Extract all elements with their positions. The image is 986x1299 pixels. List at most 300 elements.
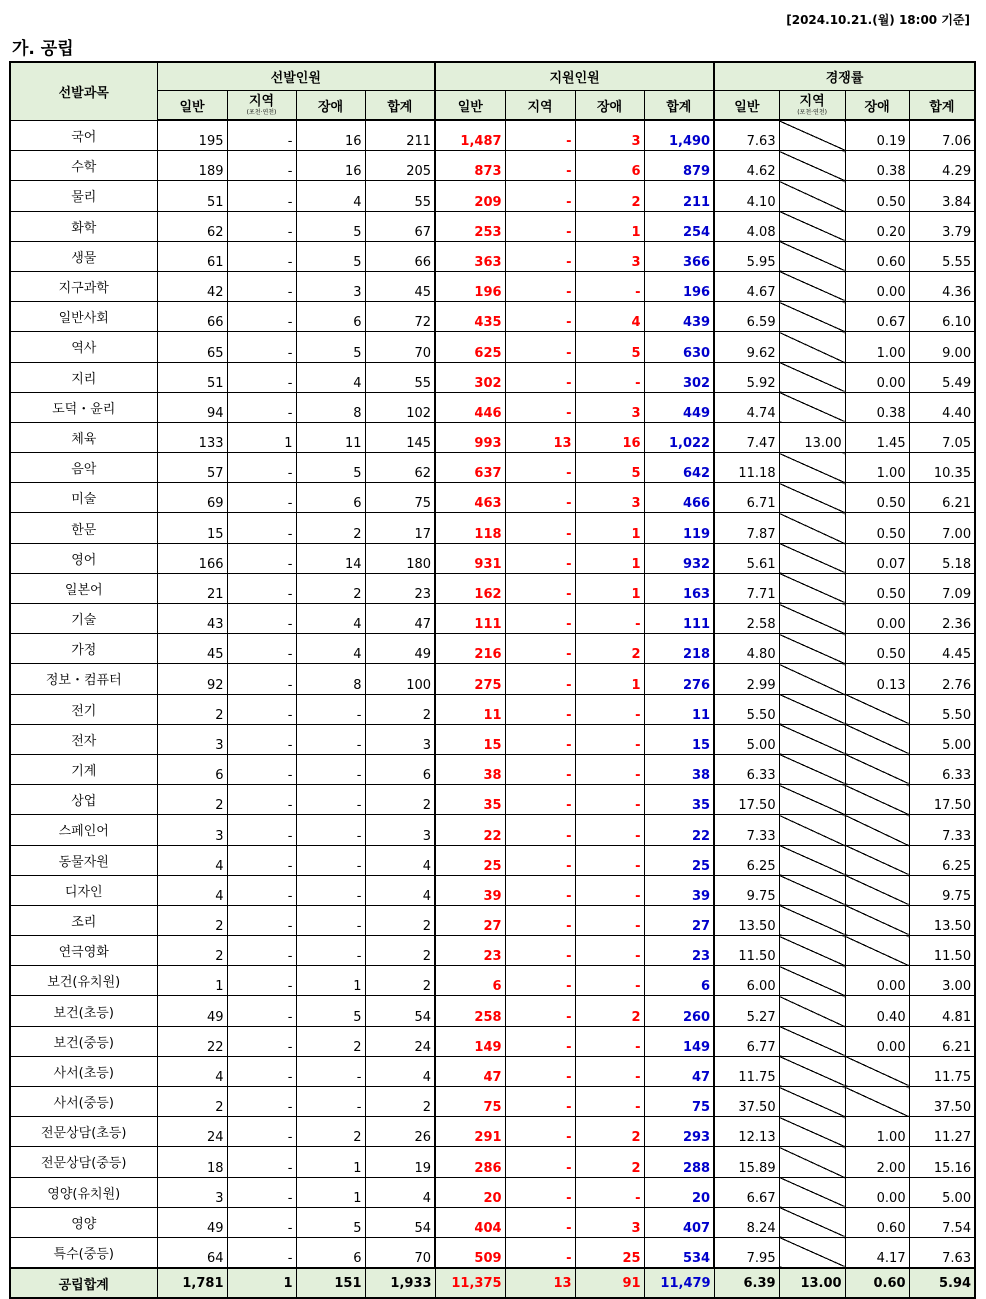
rate-region-cell <box>779 996 845 1026</box>
selection-general-cell: 69 <box>157 483 227 513</box>
selection-general-cell: 66 <box>157 302 227 332</box>
rate-general-cell: 4.67 <box>714 271 779 301</box>
applicants-region-cell: - <box>505 996 575 1026</box>
applicants-disabled-cell: - <box>575 604 644 634</box>
rate-region-cell <box>779 1237 845 1268</box>
subject-cell: 보건(유치원) <box>10 966 157 996</box>
selection-total-cell: 54 <box>365 1207 435 1237</box>
applicants-region-cell: - <box>505 845 575 875</box>
applicants-general-cell: 625 <box>435 332 505 362</box>
rate-general-cell: 6.00 <box>714 966 779 996</box>
selection-total-cell: 4 <box>365 845 435 875</box>
subject-cell: 생물 <box>10 241 157 271</box>
selection-total-cell: 24 <box>365 1026 435 1056</box>
rate-disabled-cell: 0.00 <box>845 604 909 634</box>
applicants-region-cell: - <box>505 271 575 301</box>
rate-general-cell: 9.62 <box>714 332 779 362</box>
rate-total-cell: 5.00 <box>909 724 975 754</box>
applicants-total-cell: 879 <box>644 151 714 181</box>
selection-region-cell: - <box>227 936 296 966</box>
subject-cell: 도덕・윤리 <box>10 392 157 422</box>
applicants-disabled-cell: 3 <box>575 483 644 513</box>
applicants-region-cell: - <box>505 241 575 271</box>
subject-cell: 전문상담(중등) <box>10 1147 157 1177</box>
rate-general-cell: 13.50 <box>714 905 779 935</box>
applicants-total-cell: 534 <box>644 1237 714 1268</box>
applicants-general-cell: 404 <box>435 1207 505 1237</box>
selection-region-cell: - <box>227 694 296 724</box>
selection-region-cell: - <box>227 1026 296 1056</box>
table-row <box>10 392 975 422</box>
selection-general-cell: 21 <box>157 573 227 603</box>
subject-cell: 역사 <box>10 332 157 362</box>
applicants-general-cell: 291 <box>435 1117 505 1147</box>
total-row <box>10 1268 975 1298</box>
applicants-total-cell: 288 <box>644 1147 714 1177</box>
selection-disabled-cell: 4 <box>296 362 365 392</box>
table-row <box>10 604 975 634</box>
applicants-total-cell: 20 <box>644 1177 714 1207</box>
rate-general-cell: 4.74 <box>714 392 779 422</box>
applicants-region-cell: - <box>505 332 575 362</box>
header-col-region-note: (포천·연천) <box>797 109 827 116</box>
header-col-general: 일반 <box>157 91 227 121</box>
applicants-region-cell: - <box>505 966 575 996</box>
applicants-total-cell: 466 <box>644 483 714 513</box>
selection-general-cell: 2 <box>157 785 227 815</box>
applicants-disabled-cell: 1 <box>575 573 644 603</box>
selection-general-cell: 51 <box>157 181 227 211</box>
applicants-region-cell: - <box>505 936 575 966</box>
applicants-disabled-cell: 3 <box>575 1207 644 1237</box>
rate-total-cell: 3.79 <box>909 211 975 241</box>
selection-disabled-cell: 5 <box>296 332 365 362</box>
applicants-total-cell: 35 <box>644 785 714 815</box>
selection-disabled-cell: 2 <box>296 513 365 543</box>
table-row <box>10 634 975 664</box>
selection-general-cell: 3 <box>157 1177 227 1207</box>
table-row <box>10 302 975 332</box>
selection-region-cell: - <box>227 181 296 211</box>
table-row <box>10 694 975 724</box>
rate-region-cell <box>779 604 845 634</box>
applicants-total-cell: 449 <box>644 392 714 422</box>
section-title: 가. 공립 <box>12 39 74 59</box>
applicants-region-cell: - <box>505 604 575 634</box>
rate-disabled-cell: 0.50 <box>845 483 909 513</box>
rate-region-cell <box>779 271 845 301</box>
applicants-region-cell: - <box>505 754 575 784</box>
selection-general-cell: 189 <box>157 151 227 181</box>
total-sel-total: 1,933 <box>365 1268 435 1298</box>
subject-cell: 전문상담(초등) <box>10 1117 157 1147</box>
applicants-disabled-cell: 1 <box>575 664 644 694</box>
applicants-general-cell: 25 <box>435 845 505 875</box>
rate-disabled-cell: 4.17 <box>845 1237 909 1268</box>
selection-total-cell: 54 <box>365 996 435 1026</box>
subject-cell: 기계 <box>10 754 157 784</box>
table-row <box>10 513 975 543</box>
header-col-disabled: 장애 <box>845 91 909 121</box>
rate-disabled-cell: 0.50 <box>845 513 909 543</box>
rate-general-cell: 11.18 <box>714 453 779 483</box>
rate-region-cell <box>779 302 845 332</box>
applicants-general-cell: 993 <box>435 422 505 452</box>
applicants-disabled-cell: - <box>575 724 644 754</box>
selection-disabled-cell: - <box>296 1087 365 1117</box>
rate-general-cell: 6.77 <box>714 1026 779 1056</box>
rate-disabled-cell: 2.00 <box>845 1147 909 1177</box>
rate-general-cell: 9.75 <box>714 875 779 905</box>
selection-region-cell: - <box>227 664 296 694</box>
selection-total-cell: 26 <box>365 1117 435 1147</box>
rate-disabled-cell: 0.50 <box>845 573 909 603</box>
rate-total-cell: 7.33 <box>909 815 975 845</box>
rate-disabled-cell: 0.50 <box>845 181 909 211</box>
selection-general-cell: 24 <box>157 1117 227 1147</box>
rate-general-cell: 5.50 <box>714 694 779 724</box>
table-row <box>10 422 975 452</box>
selection-general-cell: 57 <box>157 453 227 483</box>
subject-cell: 영양(유치원) <box>10 1177 157 1207</box>
selection-region-cell: - <box>227 362 296 392</box>
selection-general-cell: 1 <box>157 966 227 996</box>
selection-general-cell: 49 <box>157 996 227 1026</box>
rate-total-cell: 7.63 <box>909 1237 975 1268</box>
applicants-disabled-cell: 4 <box>575 302 644 332</box>
subject-cell: 가정 <box>10 634 157 664</box>
applicants-region-cell: - <box>505 1117 575 1147</box>
rate-region-cell <box>779 1177 845 1207</box>
applicants-general-cell: 258 <box>435 996 505 1026</box>
selection-general-cell: 43 <box>157 604 227 634</box>
rate-region-cell <box>779 754 845 784</box>
applicants-disabled-cell: 3 <box>575 120 644 151</box>
rate-region-cell <box>779 392 845 422</box>
selection-total-cell: 205 <box>365 151 435 181</box>
selection-total-cell: 55 <box>365 362 435 392</box>
header-col-general: 일반 <box>435 91 505 121</box>
applicants-region-cell: - <box>505 573 575 603</box>
rate-general-cell: 6.33 <box>714 754 779 784</box>
subject-cell: 스페인어 <box>10 815 157 845</box>
applicants-disabled-cell: 5 <box>575 332 644 362</box>
rate-total-cell: 10.35 <box>909 453 975 483</box>
selection-region-cell: - <box>227 1207 296 1237</box>
table-row <box>10 1056 975 1086</box>
applicants-total-cell: 23 <box>644 936 714 966</box>
subject-cell: 전자 <box>10 724 157 754</box>
selection-region-cell: - <box>227 1147 296 1177</box>
header-col-region-label: 지역 <box>799 94 825 109</box>
selection-disabled-cell: 16 <box>296 120 365 151</box>
selection-region-cell: - <box>227 724 296 754</box>
selection-general-cell: 4 <box>157 845 227 875</box>
selection-general-cell: 3 <box>157 724 227 754</box>
selection-general-cell: 6 <box>157 754 227 784</box>
applicants-total-cell: 254 <box>644 211 714 241</box>
applicants-total-cell: 47 <box>644 1056 714 1086</box>
rate-general-cell: 4.62 <box>714 151 779 181</box>
selection-disabled-cell: 4 <box>296 604 365 634</box>
rate-region-cell <box>779 513 845 543</box>
rate-disabled-cell <box>845 905 909 935</box>
selection-total-cell: 70 <box>365 1237 435 1268</box>
selection-disabled-cell: 2 <box>296 1117 365 1147</box>
subject-cell: 보건(초등) <box>10 996 157 1026</box>
applicants-region-cell: - <box>505 724 575 754</box>
applicants-general-cell: 20 <box>435 1177 505 1207</box>
applicants-general-cell: 209 <box>435 181 505 211</box>
header-col-disabled: 장애 <box>575 91 644 121</box>
applicants-total-cell: 163 <box>644 573 714 603</box>
selection-total-cell: 67 <box>365 211 435 241</box>
rate-region-cell <box>779 120 845 151</box>
rate-disabled-cell <box>845 785 909 815</box>
applicants-disabled-cell: 1 <box>575 513 644 543</box>
rate-region-cell <box>779 483 845 513</box>
selection-total-cell: 72 <box>365 302 435 332</box>
selection-region-cell: - <box>227 302 296 332</box>
applicants-general-cell: 39 <box>435 875 505 905</box>
selection-total-cell: 19 <box>365 1147 435 1177</box>
rate-region-cell <box>779 1207 845 1237</box>
selection-disabled-cell: 1 <box>296 1177 365 1207</box>
rate-general-cell: 7.87 <box>714 513 779 543</box>
selection-general-cell: 49 <box>157 1207 227 1237</box>
table-row <box>10 1237 975 1268</box>
subject-cell: 기술 <box>10 604 157 634</box>
rate-total-cell: 11.50 <box>909 936 975 966</box>
applicants-total-cell: 15 <box>644 724 714 754</box>
table-row <box>10 724 975 754</box>
rate-region-cell <box>779 1056 845 1086</box>
subject-cell: 전기 <box>10 694 157 724</box>
selection-disabled-cell: 4 <box>296 181 365 211</box>
rate-general-cell: 4.08 <box>714 211 779 241</box>
applicants-region-cell: - <box>505 1147 575 1177</box>
selection-total-cell: 62 <box>365 453 435 483</box>
rate-general-cell: 7.63 <box>714 120 779 151</box>
selection-region-cell: - <box>227 754 296 784</box>
rate-disabled-cell: 0.00 <box>845 966 909 996</box>
rate-disabled-cell <box>845 875 909 905</box>
selection-total-cell: 2 <box>365 905 435 935</box>
rate-total-cell: 6.33 <box>909 754 975 784</box>
selection-total-cell: 47 <box>365 604 435 634</box>
rate-disabled-cell <box>845 845 909 875</box>
applicants-general-cell: 275 <box>435 664 505 694</box>
rate-region-cell <box>779 634 845 664</box>
total-rate-region: 13.00 <box>779 1268 845 1298</box>
selection-region-cell: - <box>227 905 296 935</box>
rate-disabled-cell: 0.07 <box>845 543 909 573</box>
selection-total-cell: 4 <box>365 875 435 905</box>
subject-cell: 수학 <box>10 151 157 181</box>
table-row <box>10 815 975 845</box>
rate-general-cell: 7.71 <box>714 573 779 603</box>
applicants-disabled-cell: 25 <box>575 1237 644 1268</box>
rate-region-cell <box>779 362 845 392</box>
header-col-total: 합계 <box>365 91 435 121</box>
subject-cell: 정보・컴퓨터 <box>10 664 157 694</box>
selection-general-cell: 61 <box>157 241 227 271</box>
selection-disabled-cell: 14 <box>296 543 365 573</box>
selection-region-cell: - <box>227 241 296 271</box>
rate-region-cell <box>779 211 845 241</box>
selection-region-cell: - <box>227 1056 296 1086</box>
subject-cell: 영양 <box>10 1207 157 1237</box>
selection-disabled-cell: 1 <box>296 1147 365 1177</box>
header-group-applicants: 지원인원 <box>435 62 714 91</box>
subject-cell: 음악 <box>10 453 157 483</box>
rate-disabled-cell: 0.38 <box>845 151 909 181</box>
rate-general-cell: 6.25 <box>714 845 779 875</box>
table-row <box>10 785 975 815</box>
selection-disabled-cell: - <box>296 845 365 875</box>
selection-region-cell: - <box>227 271 296 301</box>
selection-region-cell: - <box>227 332 296 362</box>
table-row <box>10 1026 975 1056</box>
rate-disabled-cell <box>845 724 909 754</box>
header-col-total: 합계 <box>644 91 714 121</box>
selection-region-cell: - <box>227 573 296 603</box>
selection-total-cell: 49 <box>365 634 435 664</box>
rate-total-cell: 5.55 <box>909 241 975 271</box>
rate-region-cell <box>779 1147 845 1177</box>
selection-region-cell: - <box>227 1177 296 1207</box>
selection-general-cell: 4 <box>157 1056 227 1086</box>
header-group-rate: 경쟁률 <box>714 62 975 91</box>
rate-total-cell: 11.27 <box>909 1117 975 1147</box>
rate-general-cell: 6.59 <box>714 302 779 332</box>
selection-region-cell: - <box>227 392 296 422</box>
subject-cell: 일본어 <box>10 573 157 603</box>
applicants-region-cell: - <box>505 694 575 724</box>
applicants-disabled-cell: - <box>575 785 644 815</box>
applicants-general-cell: 111 <box>435 604 505 634</box>
rate-general-cell: 5.92 <box>714 362 779 392</box>
selection-disabled-cell: 6 <box>296 483 365 513</box>
selection-disabled-cell: 3 <box>296 271 365 301</box>
applicants-general-cell: 22 <box>435 815 505 845</box>
selection-disabled-cell: 2 <box>296 1026 365 1056</box>
table-row <box>10 1207 975 1237</box>
applicants-general-cell: 216 <box>435 634 505 664</box>
selection-general-cell: 45 <box>157 634 227 664</box>
selection-region-cell: - <box>227 151 296 181</box>
applicants-total-cell: 932 <box>644 543 714 573</box>
selection-total-cell: 2 <box>365 785 435 815</box>
selection-disabled-cell: 4 <box>296 634 365 664</box>
selection-general-cell: 15 <box>157 513 227 543</box>
applicants-total-cell: 260 <box>644 996 714 1026</box>
table-row <box>10 483 975 513</box>
rate-total-cell: 5.00 <box>909 1177 975 1207</box>
rate-total-cell: 5.49 <box>909 362 975 392</box>
applicants-general-cell: 446 <box>435 392 505 422</box>
applicants-disabled-cell: 2 <box>575 996 644 1026</box>
rate-disabled-cell: 0.20 <box>845 211 909 241</box>
applicants-disabled-cell: 5 <box>575 453 644 483</box>
selection-disabled-cell: - <box>296 785 365 815</box>
total-rate-general: 6.39 <box>714 1268 779 1298</box>
applicants-general-cell: 363 <box>435 241 505 271</box>
rate-disabled-cell: 0.00 <box>845 1177 909 1207</box>
subject-cell: 화학 <box>10 211 157 241</box>
selection-total-cell: 4 <box>365 1177 435 1207</box>
applicants-disabled-cell: 2 <box>575 181 644 211</box>
selection-region-cell: - <box>227 483 296 513</box>
rate-disabled-cell: 0.13 <box>845 664 909 694</box>
selection-region-cell: - <box>227 604 296 634</box>
selection-disabled-cell: 5 <box>296 211 365 241</box>
selection-total-cell: 180 <box>365 543 435 573</box>
selection-general-cell: 4 <box>157 875 227 905</box>
rate-region-cell <box>779 875 845 905</box>
applicants-disabled-cell: 1 <box>575 543 644 573</box>
applicants-region-cell: - <box>505 875 575 905</box>
rate-general-cell: 6.71 <box>714 483 779 513</box>
selection-total-cell: 23 <box>365 573 435 603</box>
rate-disabled-cell: 0.00 <box>845 271 909 301</box>
rate-total-cell: 37.50 <box>909 1087 975 1117</box>
rate-total-cell: 6.21 <box>909 1026 975 1056</box>
applicants-disabled-cell: 16 <box>575 422 644 452</box>
selection-disabled-cell: 6 <box>296 302 365 332</box>
rate-general-cell: 7.95 <box>714 1237 779 1268</box>
applicants-region-cell: - <box>505 1207 575 1237</box>
applicants-total-cell: 211 <box>644 181 714 211</box>
selection-region-cell: - <box>227 845 296 875</box>
selection-disabled-cell: 5 <box>296 1207 365 1237</box>
rate-total-cell: 17.50 <box>909 785 975 815</box>
applicants-total-cell: 38 <box>644 754 714 784</box>
rate-total-cell: 7.54 <box>909 1207 975 1237</box>
rate-disabled-cell: 0.00 <box>845 362 909 392</box>
applicants-total-cell: 27 <box>644 905 714 935</box>
applicants-total-cell: 149 <box>644 1026 714 1056</box>
applicants-region-cell: - <box>505 151 575 181</box>
rate-region-cell <box>779 573 845 603</box>
total-label: 공립합계 <box>10 1268 157 1298</box>
selection-general-cell: 2 <box>157 905 227 935</box>
rate-disabled-cell <box>845 754 909 784</box>
rate-region-cell <box>779 151 845 181</box>
applicants-disabled-cell: 3 <box>575 241 644 271</box>
rate-disabled-cell: 1.00 <box>845 453 909 483</box>
applicants-disabled-cell: - <box>575 845 644 875</box>
rate-total-cell: 7.00 <box>909 513 975 543</box>
selection-disabled-cell: - <box>296 694 365 724</box>
rate-general-cell: 15.89 <box>714 1147 779 1177</box>
applicants-region-cell: - <box>505 815 575 845</box>
subject-cell: 국어 <box>10 120 157 151</box>
selection-total-cell: 145 <box>365 422 435 452</box>
selection-general-cell: 2 <box>157 694 227 724</box>
selection-total-cell: 2 <box>365 936 435 966</box>
selection-total-cell: 45 <box>365 271 435 301</box>
applicants-general-cell: 931 <box>435 543 505 573</box>
applicants-general-cell: 509 <box>435 1237 505 1268</box>
applicants-disabled-cell: 1 <box>575 211 644 241</box>
table-row <box>10 1147 975 1177</box>
applicants-region-cell: - <box>505 181 575 211</box>
table-row <box>10 120 975 151</box>
selection-region-cell: - <box>227 1117 296 1147</box>
header-col-region <box>227 91 296 121</box>
rate-general-cell: 6.67 <box>714 1177 779 1207</box>
